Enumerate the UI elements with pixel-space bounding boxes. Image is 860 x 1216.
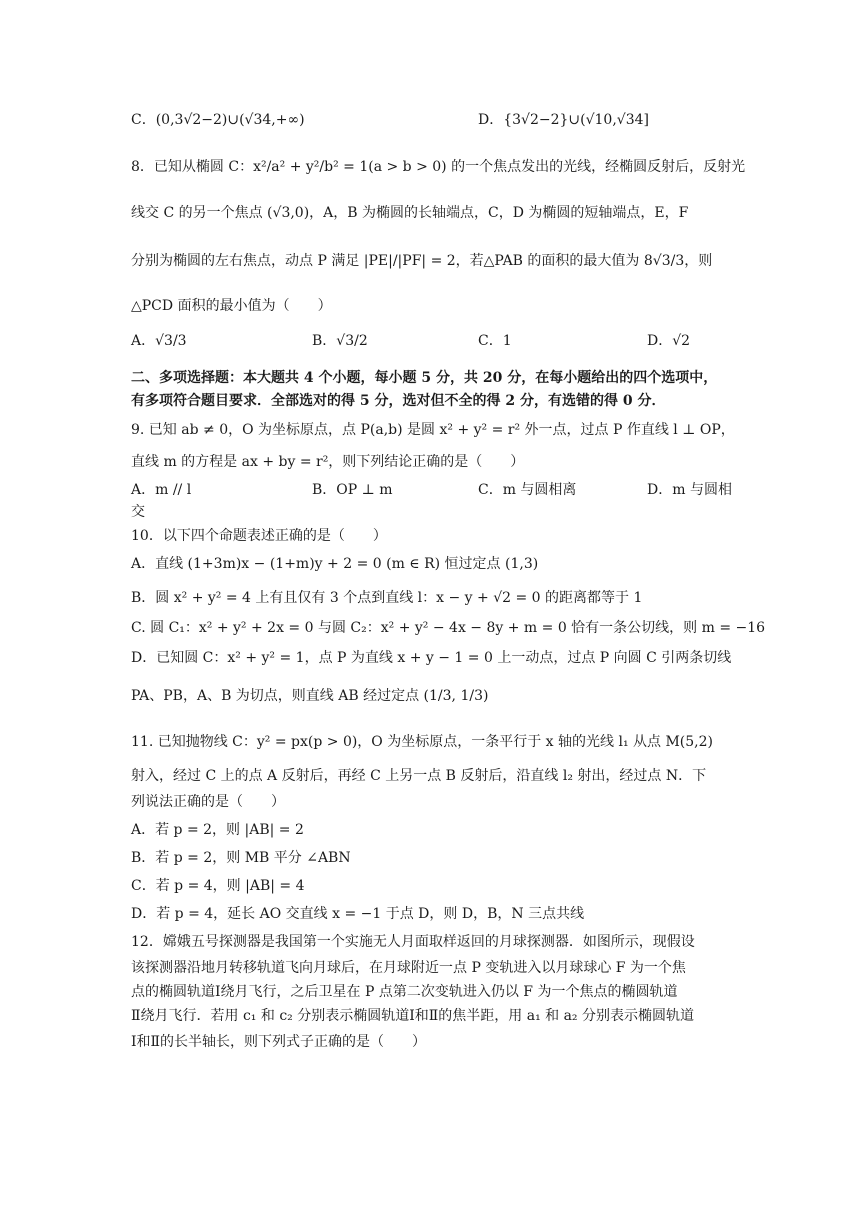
q10-option-d-line-2: PA、PB，A、B 为切点，则直线 AB 经过定点 (1/3, 1/3)	[131, 688, 489, 704]
q10-option-a: A．直线 (1+3m)x − (1+m)y + 2 = 0 (m ∈ R) 恒过定点 (1,3)	[131, 556, 539, 572]
q8-option-b: B．√3/2	[312, 333, 368, 349]
q7-option-d: D．{3√2−2}∪(√10,√34]	[478, 112, 649, 128]
q10-option-c: C. 圆 C₁：x² + y² + 2x = 0 与圆 C₂：x² + y² − 4x − 8y + m = 0 恰有一条公切线，则 m = −16	[131, 620, 766, 636]
q9-line-1: 9. 已知 ab ≠ 0，O 为坐标原点，点 P(a,b) 是圆 x² + y² = r² 外一点，过点 P 作直线 l ⊥ OP，	[131, 422, 735, 438]
q11-option-d: D．若 p = 4，延长 AO 交直线 x = −1 于点 D，则 D，B，N 三点共线	[131, 906, 585, 922]
q11-option-a: A．若 p = 2，则 |AB| = 2	[131, 822, 304, 838]
q12-line-3: 点的椭圆轨道Ⅰ绕月飞行，之后卫星在 P 点第二次变轨进入仍以 F 为一个焦点的椭圆轨道	[131, 984, 678, 1000]
q8-option-c: C．1	[478, 333, 512, 349]
q9-option-b: B．OP ⊥ m	[312, 482, 393, 498]
q9-option-d-continued: 交	[131, 504, 145, 520]
q10-option-d-line-1: D．已知圆 C：x² + y² = 1，点 P 为直线 x + y − 1 = 0 上一动点，过点 P 向圆 C 引两条切线	[131, 650, 732, 666]
q12-line-4: Ⅱ绕月飞行．若用 c₁ 和 c₂ 分别表示椭圆轨道Ⅰ和Ⅱ的焦半距，用 a₁ 和 a₂ 分别表示椭圆轨道	[131, 1008, 694, 1024]
q9-option-a: A．m // l	[131, 482, 192, 498]
q10-option-b: B．圆 x² + y² = 4 上有且仅有 3 个点到直线 l：x − y + √2 = 0 的距离都等于 1	[131, 590, 643, 606]
q11-line-3: 列说法正确的是（ ）	[131, 794, 285, 810]
q11-line-1: 11. 已知抛物线 C：y² = px(p > 0)，O 为坐标原点，一条平行于 x 轴的光线 l₁ 从点 M(5,2)	[131, 734, 713, 750]
q8-option-d: D．√2	[647, 333, 691, 349]
section2-heading-line-1: 二、多项选择题：本大题共 4 个小题，每小题 5 分，共 20 分，在每小题给出的四个选项中，	[131, 370, 718, 386]
q9-option-c: C．m 与圆相离	[478, 482, 577, 498]
q12-line-1: 12．嫦娥五号探测器是我国第一个实施无人月面取样返回的月球探测器．如图所示，现假设	[131, 934, 695, 950]
q8-line-1: 8．已知从椭圆 C：x²/a² + y²/b² = 1(a > b > 0) 的一个焦点发出的光线，经椭圆反射后，反射光	[131, 159, 746, 175]
q10-stem: 10．以下四个命题表述正确的是（ ）	[131, 528, 387, 544]
q8-line-3: 分别为椭圆的左右焦点，动点 P 满足 |PE|/|PF| = 2，若△PAB 的面积的最大值为 8√3/3，则	[131, 253, 713, 269]
q11-option-b: B．若 p = 2，则 MB 平分 ∠ABN	[131, 850, 351, 866]
q12-line-5: Ⅰ和Ⅱ的长半轴长，则下列式子正确的是（ ）	[131, 1034, 427, 1050]
q7-option-c: C．(0,3√2−2)∪(√34,+∞)	[131, 112, 305, 128]
q9-line-2: 直线 m 的方程是 ax + by = r²，则下列结论正确的是（ ）	[131, 454, 525, 470]
q8-line-4: △PCD 面积的最小值为（ ）	[131, 298, 332, 314]
q12-line-2: 该探测器沿地月转移轨道飞向月球后，在月球附近一点 P 变轨进入以月球球心 F 为一个焦	[131, 960, 686, 976]
q11-option-c: C．若 p = 4，则 |AB| = 4	[131, 878, 305, 894]
q9-option-d: D．m 与圆相	[647, 482, 732, 498]
q8-option-a: A．√3/3	[131, 333, 187, 349]
q11-line-2: 射入，经过 C 上的点 A 反射后，再经 C 上另一点 B 反射后，沿直线 l₂ 射出，经过点 N．下	[131, 768, 707, 784]
q8-line-2: 线交 C 的另一个焦点 (√3,0)，A，B 为椭圆的长轴端点，C，D 为椭圆的短轴端点，E，F	[131, 205, 689, 221]
section2-heading-line-2: 有多项符合题目要求．全部选对的得 5 分，选对但不全的得 2 分，有选错的得 0 分．	[131, 393, 666, 409]
